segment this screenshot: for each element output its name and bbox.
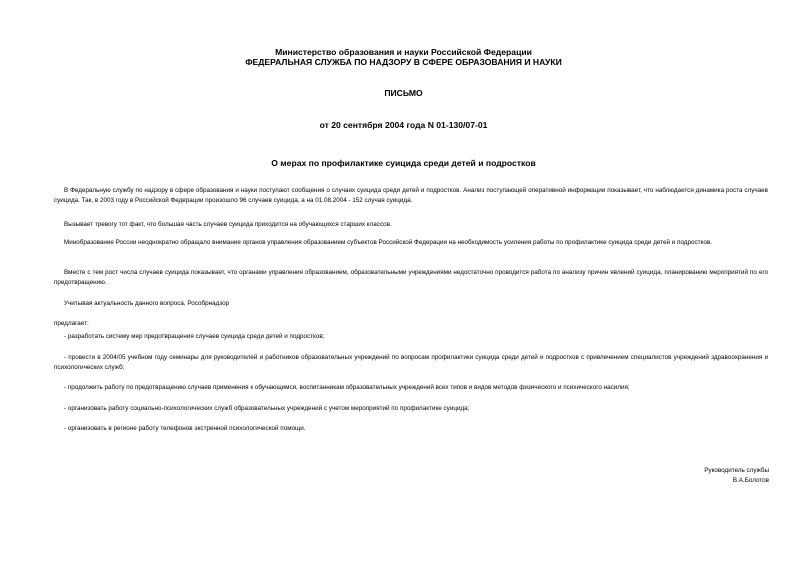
document-date: от 20 сентября 2004 года N 01-130/07-01: [319, 120, 488, 130]
signatory-position: Руководитель службы: [704, 467, 769, 474]
paragraph: Учитывая актуальность данного вопроса, Рособрнадзор: [64, 300, 230, 307]
list-item: - организовать работу социально-психологических служб образовательных учреждений с учетом мероприятий по профилактике суицида;: [64, 405, 470, 412]
list-item: - разработать систему мер предотвращения случаев суицида среди детей и подростков;: [64, 333, 325, 340]
list-item: - организовать в регионе работу телефонов экстренной психологической помощи.: [64, 425, 306, 432]
service-name: ФЕДЕРАЛЬНАЯ СЛУЖБА ПО НАДЗОРУ В СФЕРЕ ОБРАЗОВАНИЯ И НАУКИ: [245, 57, 562, 67]
paragraph: Вызывает тревогу тот факт, что большая часть случаев суицида приходится на обучающихся старших классов.: [64, 221, 392, 228]
paragraph: Минобразование России неоднократно обращало внимание органов управления образованием субъектов Российской Федерации на необходимость усиления работы по профилактике суицида среди детей и подростков.: [64, 239, 712, 246]
document-body: [54, 0, 768, 571]
signatory-name: В.А.Болотов: [732, 477, 769, 484]
list-item: - продолжить работу по предотвращению случаев применения к обучающимся, воспитанникам образовательных учреждений всех типов и видов методов физического и психического насилия;: [64, 384, 630, 391]
proposes-label: предлагает:: [54, 320, 89, 327]
document-subject: О мерах по профилактике суицида среди детей и подростков: [271, 158, 536, 168]
paragraph: Вместе с тем рост числа случаев суицида показывает, что органами управления образованием, образовательными учреждениями недостаточно проводится работа по анализу причин явлений суицида, планированию мероприятий по его предотвращению.: [54, 269, 768, 286]
paragraph: В Федеральную службу по надзору в сфере образования и науки поступают сообщения о случаях суицида среди детей и подростков. Анализ поступающей оперативной информации показывает, что наблюдается динамика роста случаев суицида. Так, в 2003 году в Российской Федерации произошло 96 случаев суицида, а на 01.08.2004 - 152 случая суицида.: [54, 187, 768, 204]
document-type: ПИСЬМО: [384, 88, 423, 98]
list-item: - провести в 2004/05 учебном году семинары для руководителей и работников образовательных учреждений по вопросам профилактики суицида среди детей и подростков с привлечением специалистов учреждений здравоохранения и психологических служб;: [54, 354, 768, 371]
ministry-name: Министерство образования и науки Российской Федерации: [275, 47, 532, 57]
